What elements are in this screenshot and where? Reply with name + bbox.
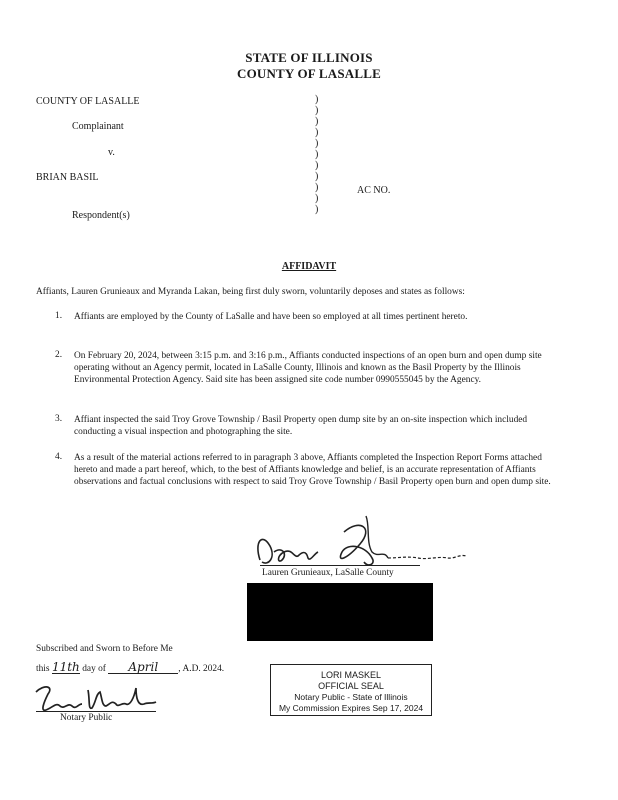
paragraph-text: As a result of the material actions referred to in paragraph 3 above, Affiants completed the Inspection Report Forms attached hereto and made a part hereof, which, to the best of Affiants knowledge and belief, is an accurate representation of Affiants observations and factual conclusions with respect to said Troy Grove Township / Basil Property open burn and open dump site.	[74, 453, 551, 487]
paragraph-text: Affiant inspected the said Troy Grove Township / Basil Property open dump site by an on-site inspection which included conducting a visual inspection and photographing the site.	[74, 415, 528, 437]
intro-text: Affiants, Lauren Grunieaux and Myranda Lakan, being first duly sworn, voluntarily deposes and states as follows:	[36, 287, 465, 297]
paren: )	[315, 160, 319, 171]
paragraph-number: 4.	[55, 452, 63, 462]
paragraph-number: 3.	[55, 414, 63, 424]
paragraph-text: On February 20, 2024, between 3:15 p.m. and 3:16 p.m., Affiants conducted inspections of an open burn and open dump site operating without an Agency permit, located in LaSalle County, Illinois and known as the Basil Property by the Illinois Environmental Protection Agency. Said site has been assigned site code number 0990555045 by the Agency.	[74, 351, 542, 385]
notary-role: Notary Public	[60, 713, 113, 723]
respondent-role: Respondent(s)	[72, 210, 130, 221]
signer-caption: Lauren Grunieaux, LaSalle County	[262, 568, 394, 578]
day-of-label: day of	[82, 664, 106, 674]
seal-state: Notary Public - State of Illinois	[294, 692, 408, 702]
caption-parentheses	[315, 94, 318, 215]
paragraph-number: 2.	[55, 350, 63, 360]
this-label: this	[36, 664, 50, 674]
notary-date-line	[36, 661, 224, 675]
paren: )	[315, 149, 319, 160]
seal-name: LORI MASKEL	[320, 670, 382, 680]
affidavit-title: AFFIDAVIT	[281, 261, 337, 272]
day-value: 11th	[51, 660, 80, 674]
seal-expiry: My Commission Expires Sep 17, 2024	[278, 703, 424, 713]
paren: )	[315, 171, 319, 182]
notary-seal	[270, 664, 432, 716]
respondent-name: BRIAN BASIL	[36, 172, 99, 183]
paren: )	[315, 182, 319, 193]
subscribed-text: Subscribed and Sworn to Before Me	[36, 644, 173, 654]
paren: )	[315, 193, 319, 204]
affiant-signature	[248, 512, 468, 572]
case-number-label: AC NO.	[357, 185, 391, 196]
signature-line	[260, 565, 420, 566]
paren: )	[315, 94, 319, 105]
paragraph-number: 1.	[55, 311, 63, 321]
paragraph-text: Affiants are employed by the County of LaSalle and have been so employed at all times pertinent hereto.	[74, 312, 468, 322]
seal-title: OFFICIAL SEAL	[318, 681, 384, 691]
county-heading: COUNTY OF LASALLE	[236, 66, 381, 81]
paren: )	[315, 127, 319, 138]
complainant-name: COUNTY OF LASALLE	[36, 96, 140, 107]
state-heading: STATE OF ILLINOIS	[245, 50, 373, 65]
paren: )	[315, 204, 319, 215]
year-text: , A.D. 2024.	[178, 664, 225, 674]
paren: )	[315, 116, 319, 127]
redaction-block	[247, 583, 433, 641]
paren: )	[315, 138, 319, 149]
complainant-role: Complainant	[72, 121, 124, 132]
versus-label: v.	[108, 147, 115, 158]
month-value: April	[108, 661, 178, 674]
paren: )	[315, 105, 319, 116]
